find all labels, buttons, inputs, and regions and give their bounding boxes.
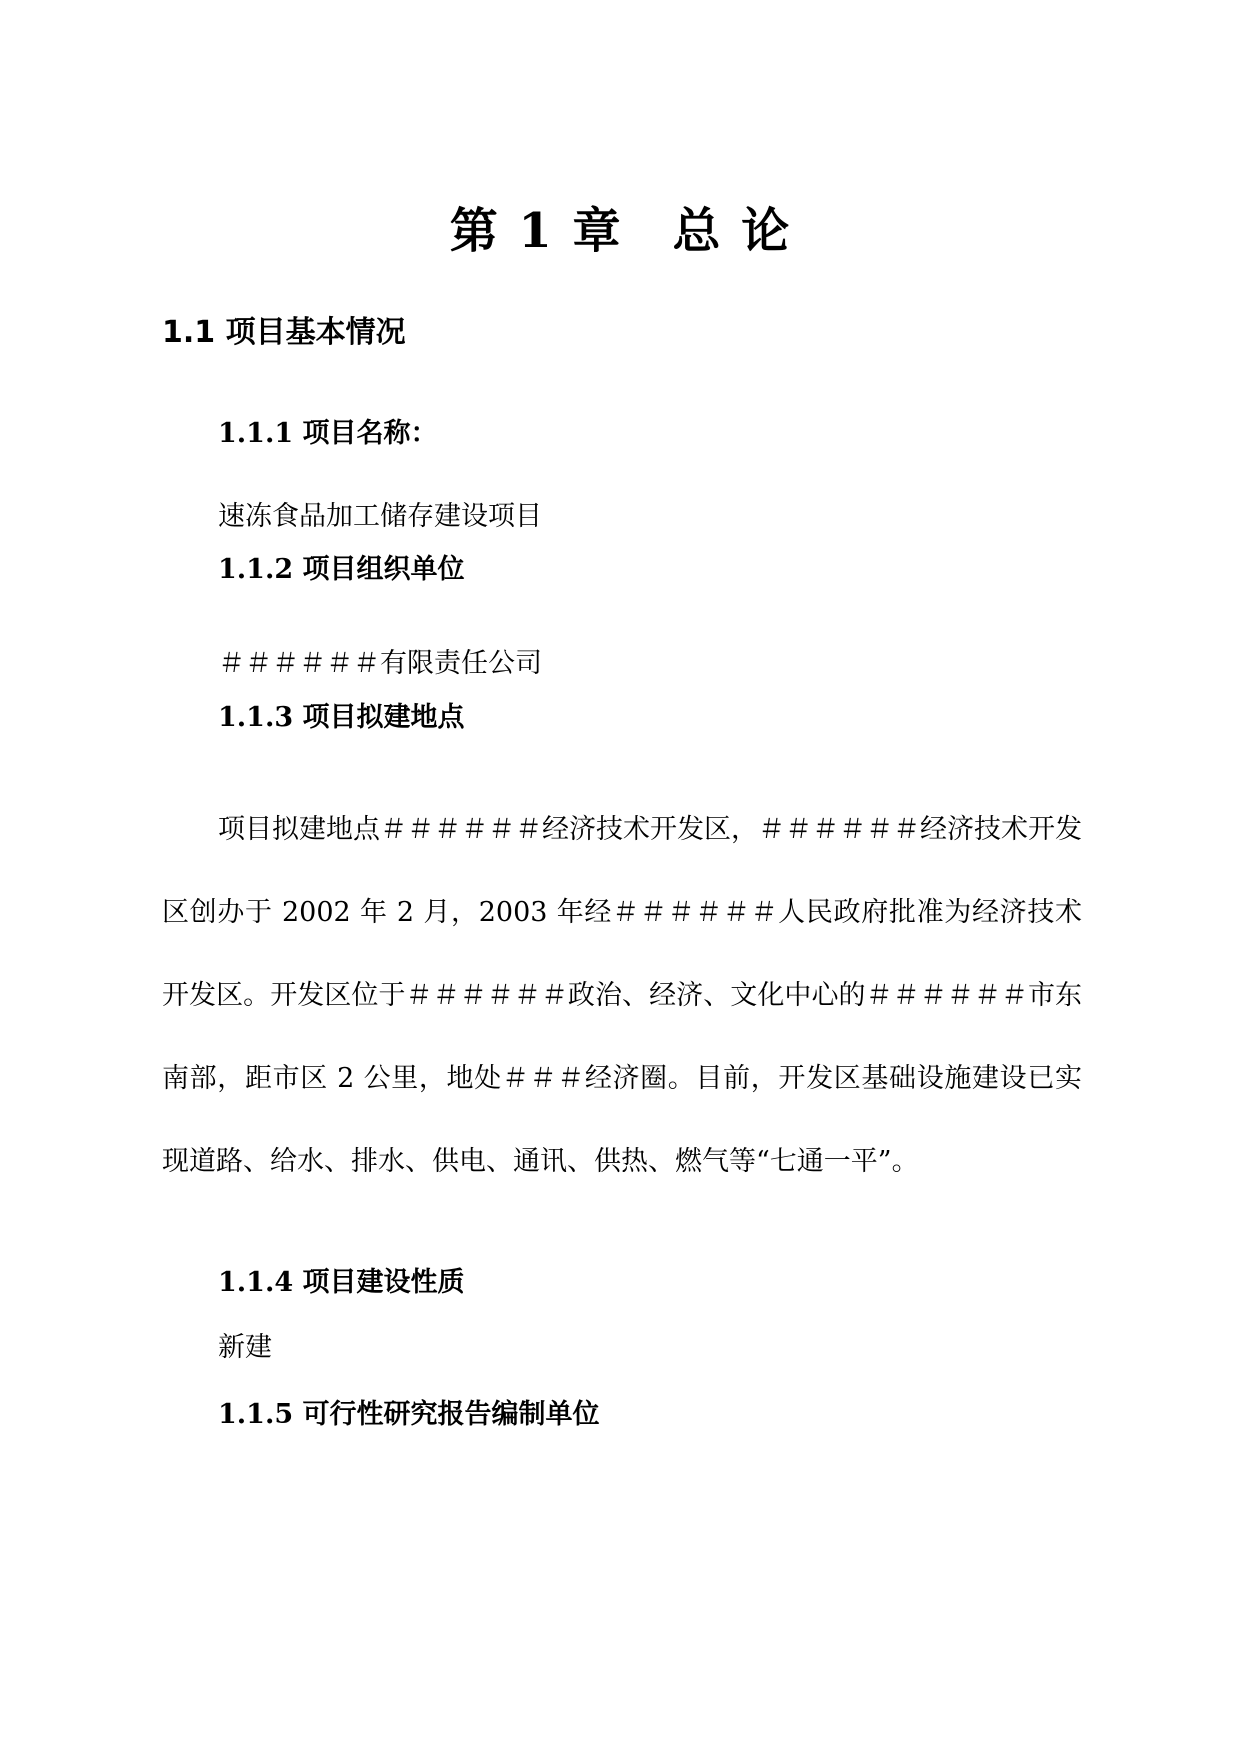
location-paragraph: 项目拟建地点＃＃＃＃＃＃经济技术开发区，＃＃＃＃＃＃经济技术开发区创办于 2002 年 2 月，2003 年经＃＃＃＃＃＃人民政府批准为经济技术开发区。开发区位于＃＃＃＃＃＃政治、经济、文化中心的＃＃＃＃＃＃市东南部，距市区 2 公里，地处＃＃＃经济圈。目前，开发区基础设施建设已实现道路、给水、排水、供电、通讯、供热、燃气等“七通一平”。: [162, 814, 1082, 1177]
report-unit-heading: 1.1.5 可行性研究报告编制单位: [218, 1399, 600, 1430]
location-heading: 1.1.3 项目拟建地点: [218, 702, 465, 733]
project-name-value: 速冻食品加工储存建设项目: [218, 501, 542, 532]
chapter-title: 第 1 章 总 论: [449, 203, 792, 259]
organizer-heading: 1.1.2 项目组织单位: [218, 554, 465, 585]
project-name-heading: 1.1.1 项目名称：: [218, 418, 438, 449]
construction-nature-value: 新建: [218, 1332, 272, 1363]
construction-nature-heading: 1.1.4 项目建设性质: [218, 1267, 465, 1298]
organizer-value: ＃＃＃＃＃＃有限责任公司: [218, 648, 542, 679]
section-heading: 1.1 项目基本情况: [162, 315, 406, 350]
